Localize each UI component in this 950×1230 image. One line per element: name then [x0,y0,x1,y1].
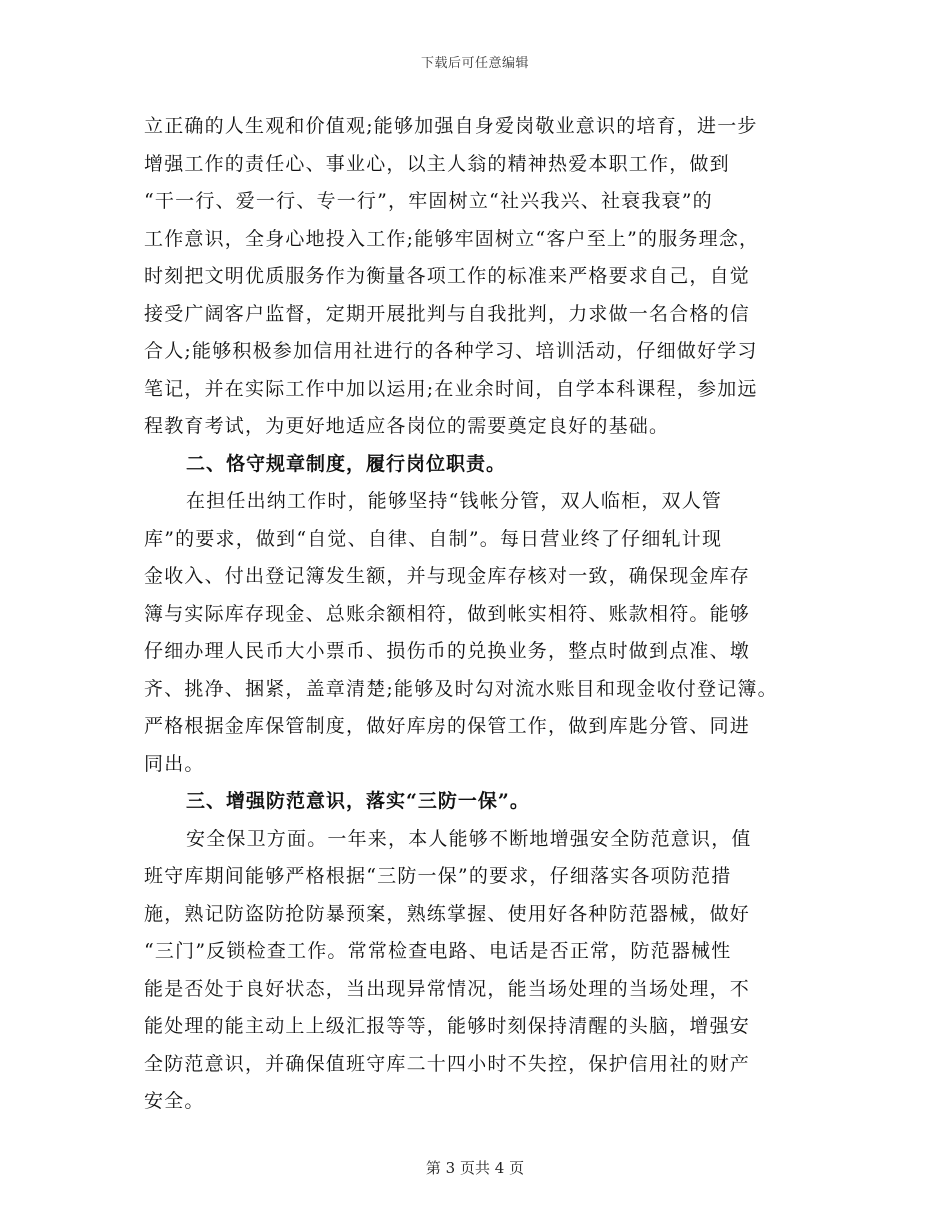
section-heading: 三、增强防范意识，落实“三防一保”。 [186,790,530,812]
text-line: 合人;能够积极参加信用社进行的各种学习、培训活动，仔细做好学习 [144,340,758,362]
text-line: 程教育考试，为更好地适应各岗位的需要奠定良好的基础。 [144,415,670,437]
text-line: 严格根据金库保管制度，做好库房的保管工作，做到库匙分管、同进 [144,715,751,737]
text-line: “干一行、爱一行、专一行”，牢固树立“社兴我兴、社衰我衰”的 [144,190,713,212]
text-line: 簿与实际库存现金、总账余额相符，做到帐实相符、账款相符。能够 [144,602,751,625]
text-line: 金收入、付出登记簿发生额，并与现金库存核对一致，确保现金库存 [144,565,751,587]
text-line: “三门”反锁检查工作。常常检查电路、电话是否正常，防范器械性 [144,940,732,962]
text-line: 施，熟记防盗防抢防暴预案，熟练掌握、使用好各种防范器械，做好 [144,902,751,925]
text-line: 时刻把文明优质服务作为衡量各项工作的标准来严格要求自己，自觉 [144,265,751,287]
page-footer: 第 3 页共 4 页 [425,1159,525,1177]
document-body [144,108,819,1121]
text-line: 安全。 [144,1090,205,1112]
section-heading: 二、恪守规章制度，履行岗位职责。 [186,452,507,475]
text-line: 接受广阔客户监督，定期开展批判与自我批判，力求做一名合格的信 [144,302,751,325]
text-line: 笔记，并在实际工作中加以运用;在业余时间，自学本科课程，参加远 [144,377,758,400]
text-line: 齐、挑净、捆紧，盖章清楚;能够及时勾对流水账目和现金收付登记簿。 [144,677,778,700]
text-line: 同出。 [144,752,205,775]
text-line: 增强工作的责任心、事业心，以主人翁的精神热爱本职工作，做到 [144,152,730,175]
text-line: 安全保卫方面。一年来，本人能够不断地增强安全防范意识，值 [186,827,752,850]
page-header: 下载后可任意编辑 [420,56,529,71]
text-line: 立正确的人生观和价值观;能够加强自身爱岗敬业意识的培育，进一步 [144,115,758,137]
text-line: 班守库期间能够严格根据“三防一保”的要求，仔细落实各项防范措 [144,865,732,887]
text-line: 全防范意识，并确保值班守库二十四小时不失控，保护信用社的财产 [144,1052,751,1075]
text-line: 在担任出纳工作时，能够坚持“钱帐分管，双人临柜，双人管 [186,490,723,512]
text-line: 能是否处于良好状态，当出现异常情况，能当场处理的当场处理，不 [144,977,751,1000]
text-line: 工作意识，全身心地投入工作;能够牢固树立“客户至上”的服务理念， [144,227,760,250]
text-line: 库”的要求，做到“自觉、自律、自制”。每日营业终了仔细轧计现 [144,527,723,550]
text-line: 仔细办理人民币大小票币、损伤币的兑换业务，整点时做到点准、墩 [144,640,751,662]
text-line: 能处理的能主动上上级汇报等等，能够时刻保持清醒的头脑，增强安 [144,1015,751,1037]
